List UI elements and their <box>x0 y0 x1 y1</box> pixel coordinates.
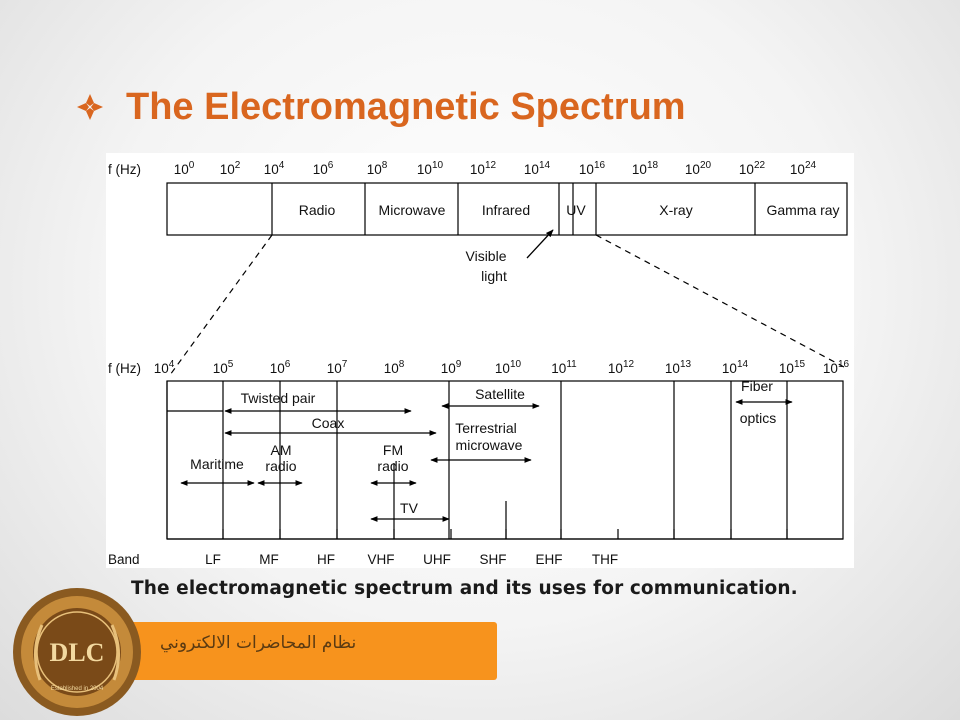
top-region-0: Radio <box>298 202 336 218</box>
am-label-2: radio <box>265 458 297 474</box>
top-tick-label-0: $10^0$ <box>173 160 195 177</box>
bottom-tick-label-4: $10^8$ <box>383 359 405 376</box>
bottom-tick-label-0: $10^4$ <box>153 359 175 376</box>
spectrum-diagram <box>106 153 854 568</box>
top-region-2: Infrared <box>481 202 531 218</box>
bottom-tick-label-7: $10^{11}$ <box>551 359 577 376</box>
top-tick-label-8: $10^{16}$ <box>578 160 606 177</box>
logo-text: DLC <box>49 638 105 667</box>
top-tick-label-11: $10^{22}$ <box>738 160 766 177</box>
twisted-pair-label: Twisted pair <box>240 390 316 406</box>
visible-light-label-2: light <box>481 268 507 284</box>
bottom-axis-label: f (Hz) <box>108 361 141 376</box>
band-label-5: SHF <box>479 552 507 567</box>
page-title: The Electromagnetic Spectrum <box>126 85 686 128</box>
bottom-tick-label-12: $10^{16}$ <box>822 359 850 376</box>
maritime-label: Maritime <box>190 456 244 472</box>
top-tick-label-3: $10^6$ <box>312 160 334 177</box>
satellite-label: Satellite <box>475 386 525 402</box>
visible-light-label-1: Visible <box>465 248 507 264</box>
band-label-3: VHF <box>367 552 395 567</box>
band-label-2: HF <box>317 552 335 567</box>
top-tick-label-4: $10^8$ <box>366 160 388 177</box>
figure-caption: The electromagnetic spectrum and its uses for communication. <box>131 578 798 599</box>
logo-established: Established in 2004 <box>50 686 104 692</box>
am-label-1: AM <box>270 442 292 458</box>
band-label-6: EHF <box>535 552 563 567</box>
top-tick-label-10: $10^{20}$ <box>684 160 712 177</box>
zoom-line-left <box>170 235 272 375</box>
top-region-4: X-ray <box>659 202 693 218</box>
top-tick-label-9: $10^{18}$ <box>631 160 659 177</box>
top-tick-label-5: $10^{10}$ <box>416 160 444 177</box>
spectrum-figure <box>106 153 854 568</box>
bottom-tick-label-5: $10^9$ <box>440 359 462 376</box>
title-row <box>76 82 686 132</box>
top-tick-label-1: $10^2$ <box>219 160 241 177</box>
top-axis-label: f (Hz) <box>108 162 141 177</box>
terrestrial-label-1: Terrestrial <box>455 420 517 436</box>
college-logo <box>10 585 145 720</box>
bottom-tick-label-8: $10^{12}$ <box>607 359 635 376</box>
tv-label: TV <box>400 500 418 516</box>
fiber-label-1: Fiber <box>741 378 773 394</box>
visible-light-arrow <box>527 230 553 258</box>
zoom-line-right <box>596 235 844 367</box>
bottom-tick-label-11: $10^{15}$ <box>778 359 806 376</box>
bottom-tick-label-3: $10^7$ <box>326 359 348 376</box>
band-label-7: THF <box>591 552 619 567</box>
top-tick-label-7: $10^{14}$ <box>523 160 551 177</box>
top-region-3: UV <box>566 202 586 218</box>
bottom-tick-label-1: $10^5$ <box>212 359 234 376</box>
coax-label: Coax <box>311 415 345 431</box>
diamond-bullet-icon <box>76 93 104 121</box>
banner-text: نظام المحاضرات الالكتروني <box>160 633 357 653</box>
fiber-label-2: optics <box>739 410 777 426</box>
top-region-1: Microwave <box>378 202 446 218</box>
bottom-tick-label-6: $10^{10}$ <box>494 359 522 376</box>
top-tick-label-6: $10^{12}$ <box>469 160 497 177</box>
band-axis-label: Band <box>108 552 140 567</box>
band-label-4: UHF <box>423 552 451 567</box>
bottom-tick-label-10: $10^{14}$ <box>721 359 749 376</box>
fm-label-1: FM <box>382 442 404 458</box>
bottom-tick-label-2: $10^6$ <box>269 359 291 376</box>
top-region-5: Gamma ray <box>766 202 840 218</box>
fm-label-2: radio <box>377 458 409 474</box>
bottom-tick-label-9: $10^{13}$ <box>664 359 692 376</box>
top-tick-label-2: $10^4$ <box>263 160 285 177</box>
band-label-0: LF <box>205 552 221 567</box>
band-label-1: MF <box>259 552 279 567</box>
top-tick-label-12: $10^{24}$ <box>789 160 817 177</box>
terrestrial-label-2: microwave <box>455 437 523 453</box>
